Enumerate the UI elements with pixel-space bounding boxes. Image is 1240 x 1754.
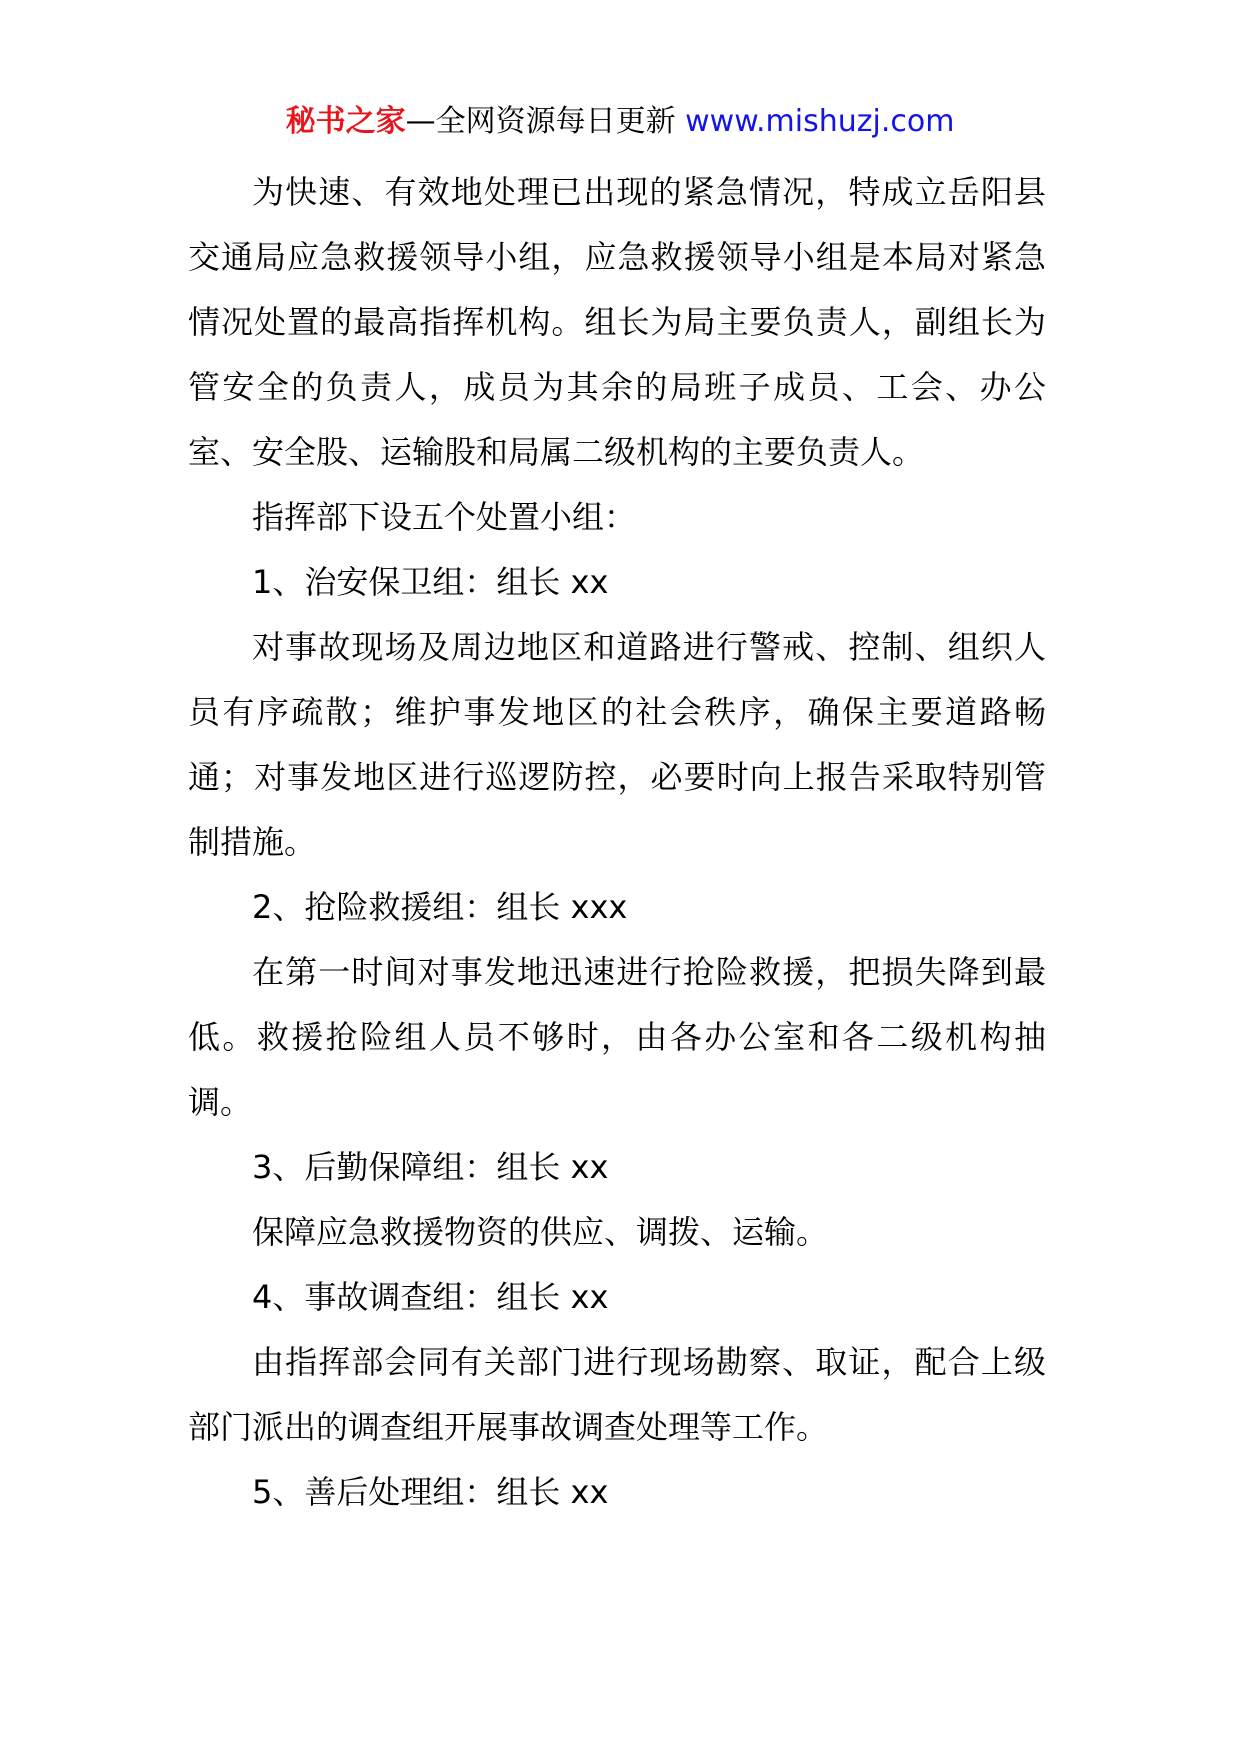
paragraph-investigation-duties: 由指挥部会同有关部门进行现场勘察、取证，配合上级部门派出的调查组开展事故调查处理等工作。	[188, 1343, 1046, 1446]
brand-name: 秘书之家	[285, 104, 406, 139]
paragraph-subgroups-intro: 指挥部下设五个处置小组：	[252, 498, 637, 536]
document-body	[188, 160, 1046, 1525]
paragraph-logistics-duties: 保障应急救援物资的供应、调拨、运输。	[252, 1213, 829, 1251]
paragraph-security-duties: 对事故现场及周边地区和道路进行警戒、控制、组织人员有序疏散；维护事发地区的社会秩序，确保主要道路畅通；对事发地区进行巡逻防控，必要时向上报告采取特别管制措施。	[188, 628, 1046, 861]
heading-rescue-group: 2、抢险救援组：组长 xxx	[252, 888, 628, 926]
heading-security-group: 1、治安保卫组：组长 xx	[252, 563, 609, 601]
page-header	[0, 100, 1240, 144]
heading-logistics-group: 3、后勤保障组：组长 xx	[252, 1148, 609, 1186]
heading-aftermath-group: 5、善后处理组：组长 xx	[252, 1473, 609, 1511]
site-url-link[interactable]: www.mishuzj.com	[685, 104, 955, 139]
header-tagline: —全网资源每日更新	[405, 104, 676, 139]
heading-investigation-group: 4、事故调查组：组长 xx	[252, 1278, 609, 1316]
paragraph-leadership-group: 为快速、有效地处理已出现的紧急情况，特成立岳阳县交通局应急救援领导小组，应急救援领导小组是本局对紧急情况处置的最高指挥机构。组长为局主要负责人，副组长为管安全的负责人，成员为其余的局班子成员、工会、办公室、安全股、运输股和局属二级机构的主要负责人。	[188, 173, 1046, 471]
paragraph-rescue-duties: 在第一时间对事发地迅速进行抢险救援，把损失降到最低。救援抢险组人员不够时，由各办公室和各二级机构抽调。	[188, 953, 1046, 1121]
